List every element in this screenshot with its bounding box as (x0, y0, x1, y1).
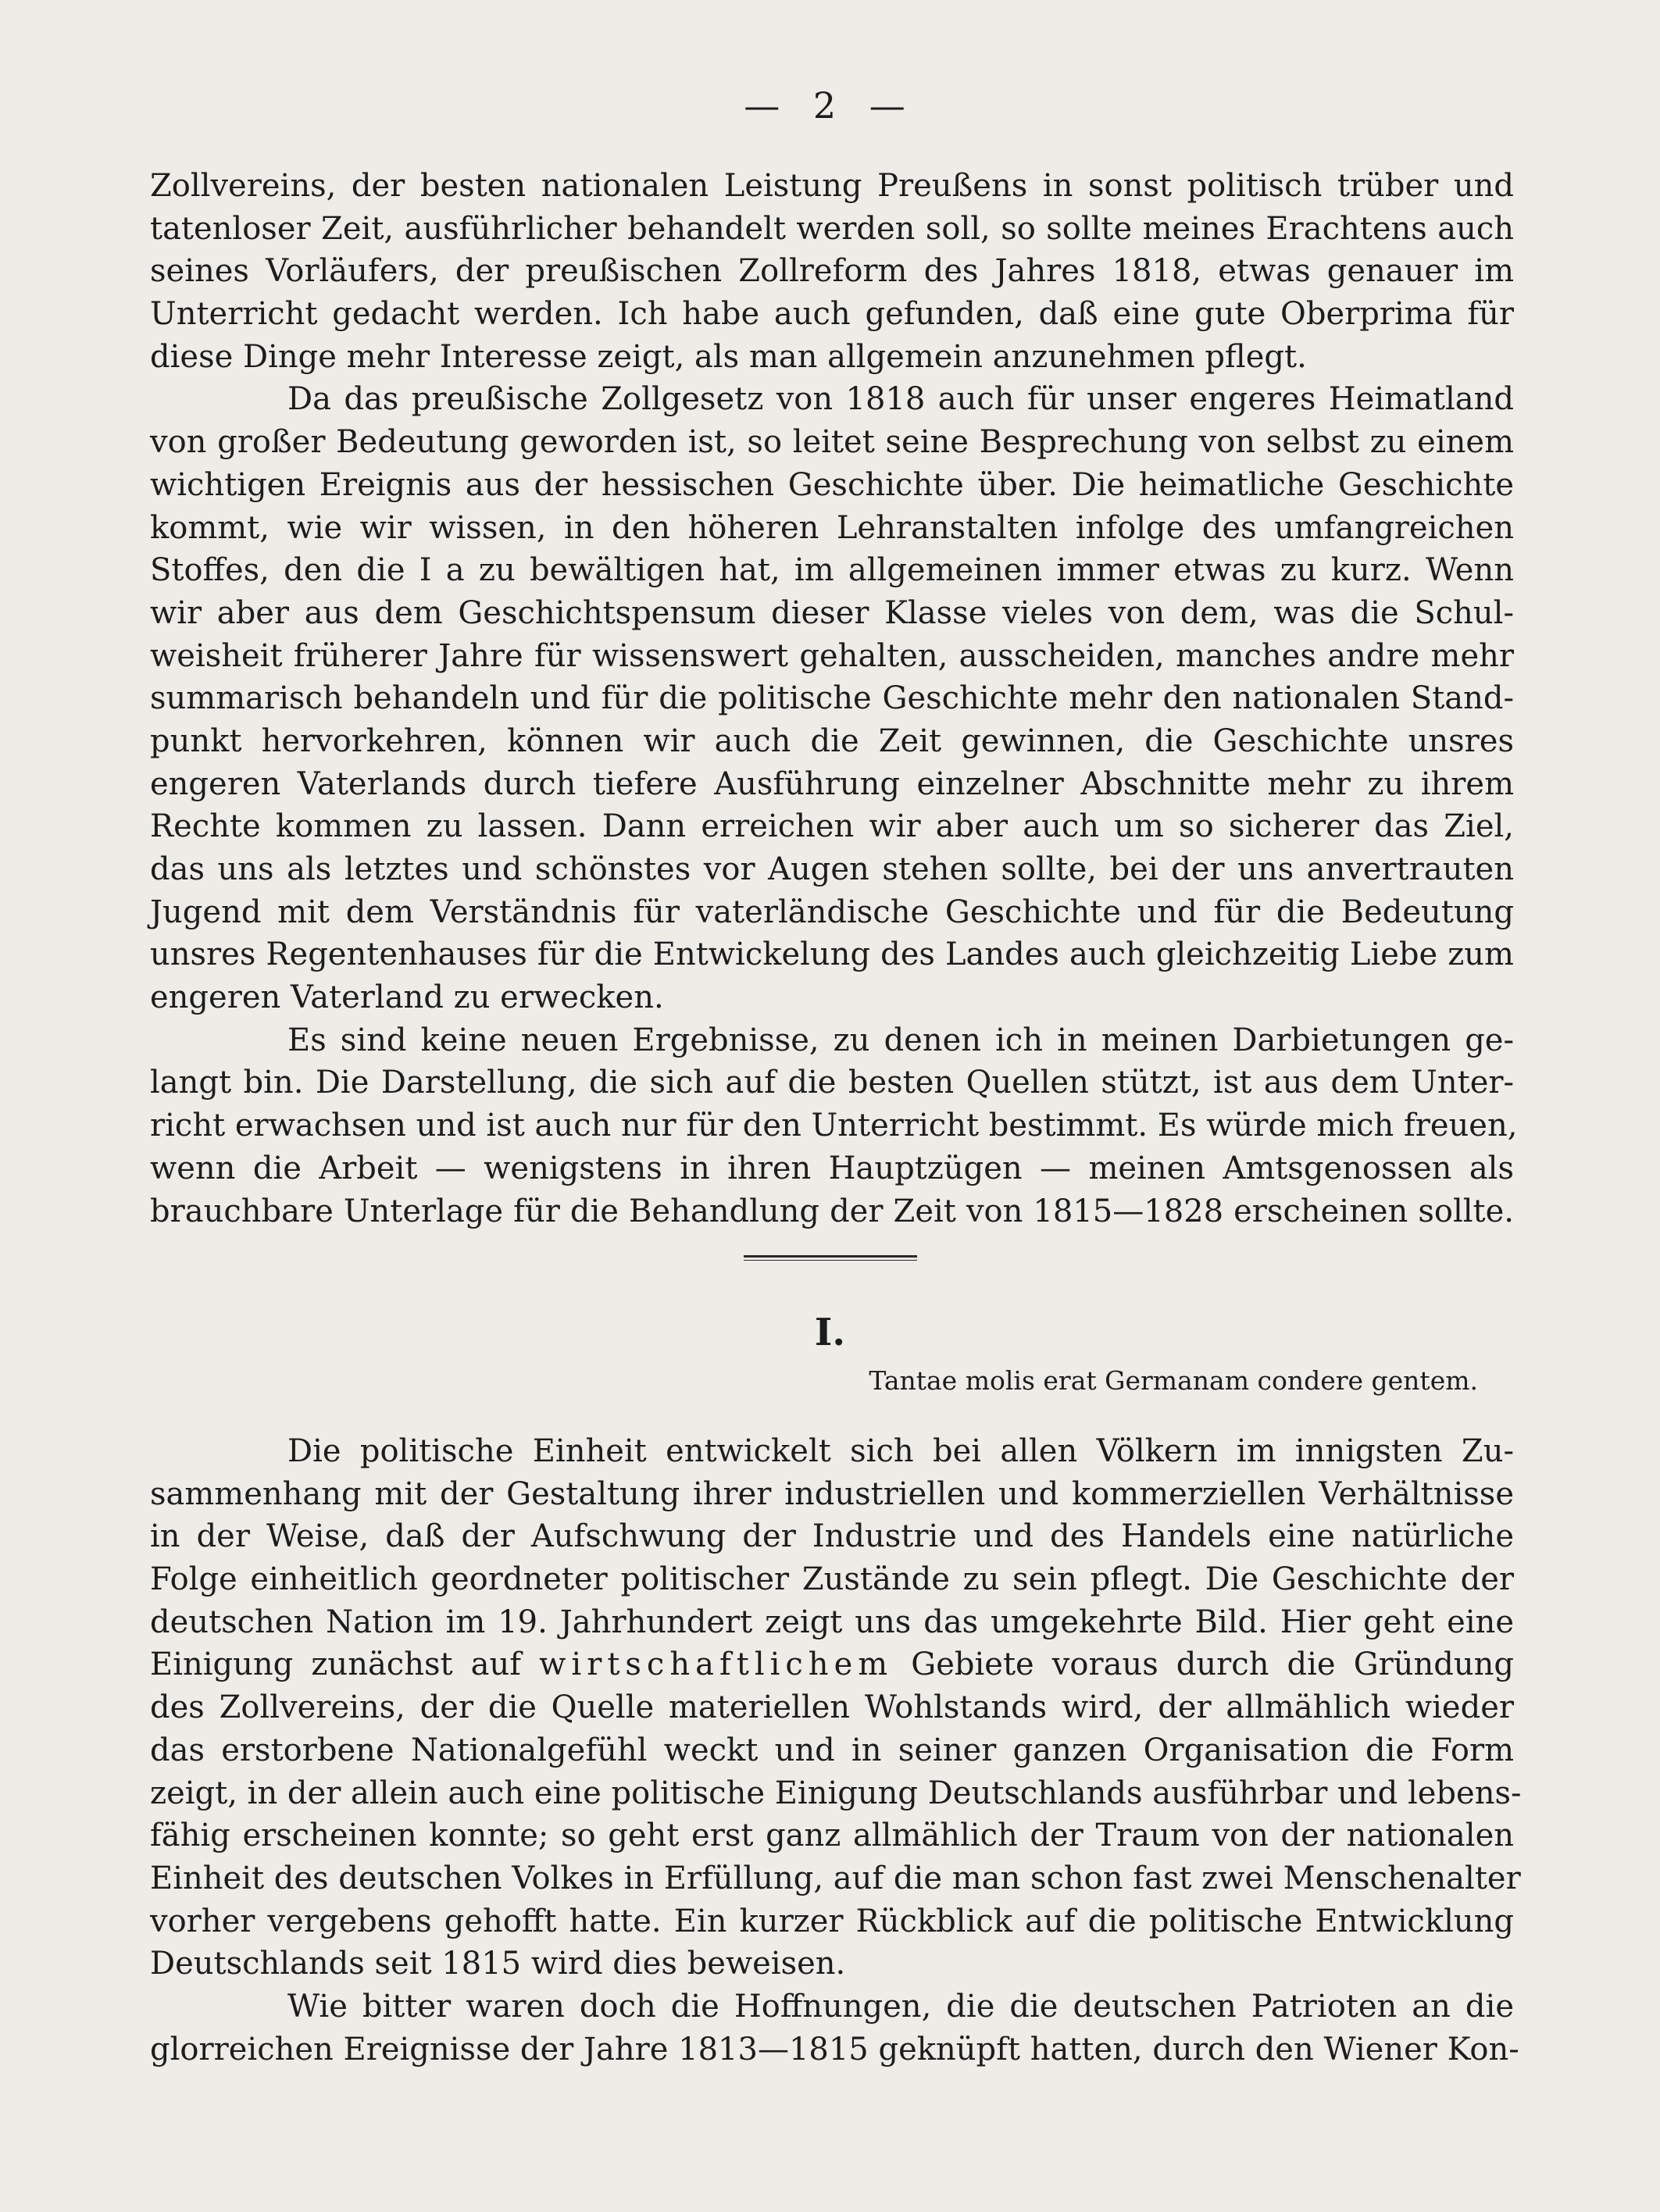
text-line: weisheit früherer Jahre für wissenswert gehalten, ausscheiden, manches andre mehr (150, 637, 1514, 674)
text-line: langt bin. Die Darstellung, die sich auf die besten Quellen stützt, ist aus dem Unter- (150, 1065, 1514, 1101)
text-line: tatenloser Zeit, ausführlicher behandelt werden soll, so sollte meines Erachtens auch (150, 210, 1514, 247)
text-line: Wie bitter waren doch die Hoffnungen, die die deutschen Patrioten an die (287, 1988, 1514, 2025)
text-line: das erstorbene Nationalgefühl weckt und in seiner ganzen Organisation die Form (150, 1732, 1514, 1768)
text-line: Unterricht gedacht werden. Ich habe auch gefunden, daß eine gute Oberprima für (150, 296, 1514, 333)
text-line: des Zollvereins, der die Quelle materiellen Wohlstands wird, der allmählich wieder (150, 1689, 1514, 1726)
text-line: summarisch behandeln und für die politische Geschichte mehr den nationalen Stand- (150, 680, 1514, 717)
text-span: Gebiete voraus durch die Gründung (911, 1647, 1515, 1683)
motto: Tantae molis erat Germanam condere gentem. (869, 1365, 1478, 1396)
text-line: Rechte kommen zu lassen. Dann erreichen wir aber auch um so sicherer das Ziel, (150, 808, 1514, 845)
text-line: Die politische Einheit entwickelt sich bei allen Völkern im innigsten Zu- (287, 1433, 1514, 1469)
chapter-text (150, 1430, 1522, 2071)
text-line: von großer Bedeutung geworden ist, so leitet seine Besprechung von selbst zu einem (150, 424, 1514, 461)
spaced-emphasis: wirtschaftlichem (539, 1647, 894, 1683)
text-line: Zollvereins, der besten nationalen Leistung Preußens in sonst politisch trüber und (150, 168, 1514, 204)
text-line: unsres Regentenhauses für die Entwickelung des Landes auch gleichzeitig Liebe zum (150, 937, 1514, 973)
text-line: das uns als letztes und schönstes vor Augen stehen sollte, bei der uns anvertrauten (150, 851, 1514, 887)
text-line (150, 1643, 1514, 1686)
text-line: Es sind keine neuen Ergebnisse, zu denen ich in meinen Darbietungen ge- (287, 1022, 1514, 1058)
text-line: glorreichen Ereignisse der Jahre 1813—1815 geknüpft hatten, durch den Wiener Kon- (150, 2031, 1519, 2068)
intro-text (150, 165, 1518, 1233)
section-heading: I. (814, 1311, 846, 1354)
section-divider (744, 1255, 917, 1261)
text-line: Folge einheitlich geordneter politischer Zustände zu sein pflegt. Die Geschichte der (150, 1561, 1514, 1598)
text-line: engeren Vaterland zu erwecken. (150, 979, 664, 1016)
text-line: brauchbare Unterlage für die Behandlung der Zeit von 1815—1828 erscheinen sollte. (150, 1193, 1514, 1229)
text-line: Einheit des deutschen Volkes in Erfüllung, auf die man schon fast zwei Menschenalter (150, 1860, 1521, 1896)
page-number: — 2 — (744, 84, 916, 127)
text-line: Deutschlands seit 1815 wird dies beweisen. (150, 1946, 846, 1982)
text-line: vorher vergebens gehofft hatte. Ein kurzer Rückblick auf die politische Entwicklung (150, 1903, 1514, 1939)
text-line: diese Dinge mehr Interesse zeigt, als man allgemein anzunehmen pflegt. (150, 338, 1307, 375)
text-line: kommt, wie wir wissen, in den höheren Lehranstalten infolge des umfangreichen (150, 509, 1514, 546)
text-line: punkt hervorkehren, können wir auch die Zeit gewinnen, die Geschichte unsres (150, 722, 1514, 759)
text-line: engeren Vaterlands durch tiefere Ausführung einzelner Abschnitte mehr zu ihrem (150, 765, 1514, 802)
text-line: Jugend mit dem Verständnis für vaterländische Geschichte und für die Bedeutung (150, 894, 1514, 930)
text-line: wenn die Arbeit — wenigstens in ihren Hauptzügen — meinen Amtsgenossen als (150, 1150, 1514, 1186)
text-line: in der Weise, daß der Aufschwung der Industrie und des Handels eine natürliche (150, 1518, 1514, 1555)
text-line: wir aber aus dem Geschichtspensum dieser Klasse vieles von dem, was die Schul- (150, 594, 1514, 631)
text-line: richt erwachsen und ist auch nur für den Unterricht bestimmt. Es würde mich freuen, (150, 1108, 1518, 1144)
text-line: Da das preußische Zollgesetz von 1818 auch für unser engeres Heimatland (287, 381, 1514, 418)
text-line: sammenhang mit der Gestaltung ihrer industriellen und kommerziellen Verhältnisse (150, 1475, 1514, 1512)
text-line: deutschen Nation im 19. Jahrhundert zeigt uns das umgekehrte Bild. Hier geht eine (150, 1604, 1514, 1640)
text-line: wichtigen Ereignis aus der hessischen Geschichte über. Die heimatliche Geschichte (150, 466, 1514, 503)
text-line: Stoffes, den die I a zu bewältigen hat, im allgemeinen immer etwas zu kurz. Wenn (150, 552, 1514, 589)
text-line: fähig erscheinen konnte; so geht erst ganz allmählich der Traum von der nationalen (150, 1818, 1514, 1854)
text-line: seines Vorläufers, der preußischen Zollreform des Jahres 1818, etwas genauer im (150, 253, 1514, 290)
text-span: Einigung zunächst auf (150, 1647, 522, 1683)
text-line: zeigt, in der allein auch eine politische Einigung Deutschlands ausführbar und lebens- (150, 1775, 1522, 1811)
